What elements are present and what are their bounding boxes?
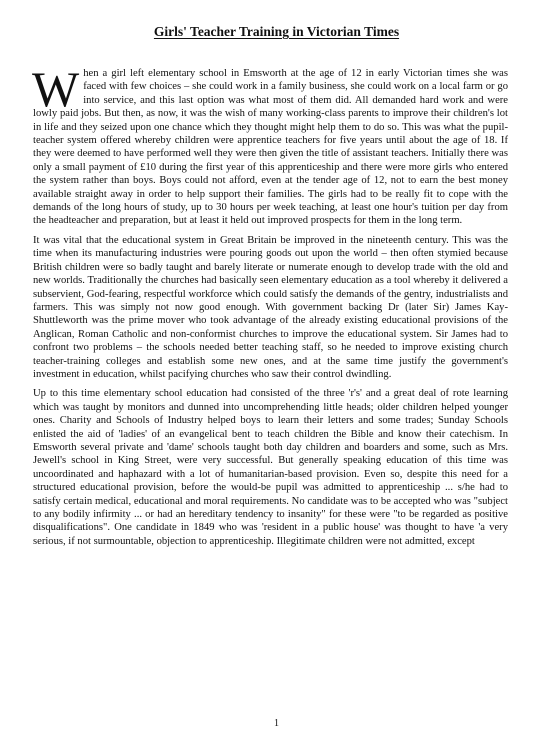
paragraph-2: It was vital that the educational system in Great Britain be improved in the nineteenth century. This was the time when its manufacturing industries were pouring goods out upon the world – then often stymied because British children were so badly taught and barely literate or numerate enough to develop trade with the old and new worlds. Traditionally the churches had basically seen elementary education as a tool whereby it delivered a subservient, God-fearing, respectful workforce which could satisfy the demands of the gentry, industrialists and farmers. This was simply not now good enough. With government backing Dr (later Sir) James Kay-Shuttleworth was the prime mover who took advantage of the already existing educational provisions of the Anglican, Roman Catholic and non-conformist churches to improve the educational system. Sir James had to confront two problems – the schools needed better teaching staff, so he needed to improve existing church teacher-training colleges and establish some new ones, and at the same time justify the government's investment in education, whilst pacifying churches who saw their control dwindling. xyxy=(33,234,508,380)
paragraph-1-text: hen a girl left elementary school in Emsworth at the age of 12 in early Victorian times she was faced with few choices – she could work in a family business, she could work on a local farm or go into service, and this last option was what most of them did. All demanded hard work and were lowly paid jobs. But then, as now, it was the wish of many working-class parents to improve their children's lot in life and they seized upon one chance which they thought might help them to do so. This was what the pupil-teacher system offered whereby children were apprentice teachers for five years until about the age of 18. If they were deemed to have performed well they were then given the title of assistant teachers. Initially there was only a small payment of £10 during the first year of this apprenticeship and there were more girls who entered the system rather than boys. Boys could not afford, even at the tender age of 12, not to earn the best money available straight away in order to help support their families. The girls had to be really fit to cope with the demands of the long hours of study, up to 30 hours per week teaching, at least one hour's tuition per day from the headteacher and preparation, but at least it held out improved prospects for them in the long term. xyxy=(33,68,508,227)
document-title: Girls' Teacher Training in Victorian Times xyxy=(153,24,400,39)
document-body xyxy=(32,61,508,554)
page-number: 1 xyxy=(274,718,279,729)
drop-cap: W xyxy=(32,61,80,117)
paragraph-3: Up to this time elementary school education had consisted of the three 'r's' and a great deal of rote learning which was taught by monitors and dunned into uncomprehending little heads; older children helped younger ones. Charity and Schools of Industry helped boys to learn their letters and some trades; Sunday Schools enlisted the aid of 'ladies' of an evangelical bent to teach children the Bible and know their catechism. In Emsworth several private and 'dame' schools taught both day children and boarders and some, such as Mrs. Jewell's school in King Street, were very successful. But generally speaking education of this time was uncoordinated and haphazard with a lot of humanitarian-based provision. Even so, despite this need for a structured educational provision, before the would-be pupil was admitted to apprenticeship ... s/he had to satisfy certain medical, educational and moral requirements. No candidate was to be accepted who was "subject to any bodily infirmity ... or had an hereditary tendency to insanity" for these were "to be regarded as positive disqualifications". One candidate in 1849 who was 'resident in a public house' was thought to have 'a very serious, if not surmountable, objection to apprenticeship. Illegitimate children were not admitted, except xyxy=(33,388,508,547)
paragraph-1 xyxy=(32,61,508,228)
